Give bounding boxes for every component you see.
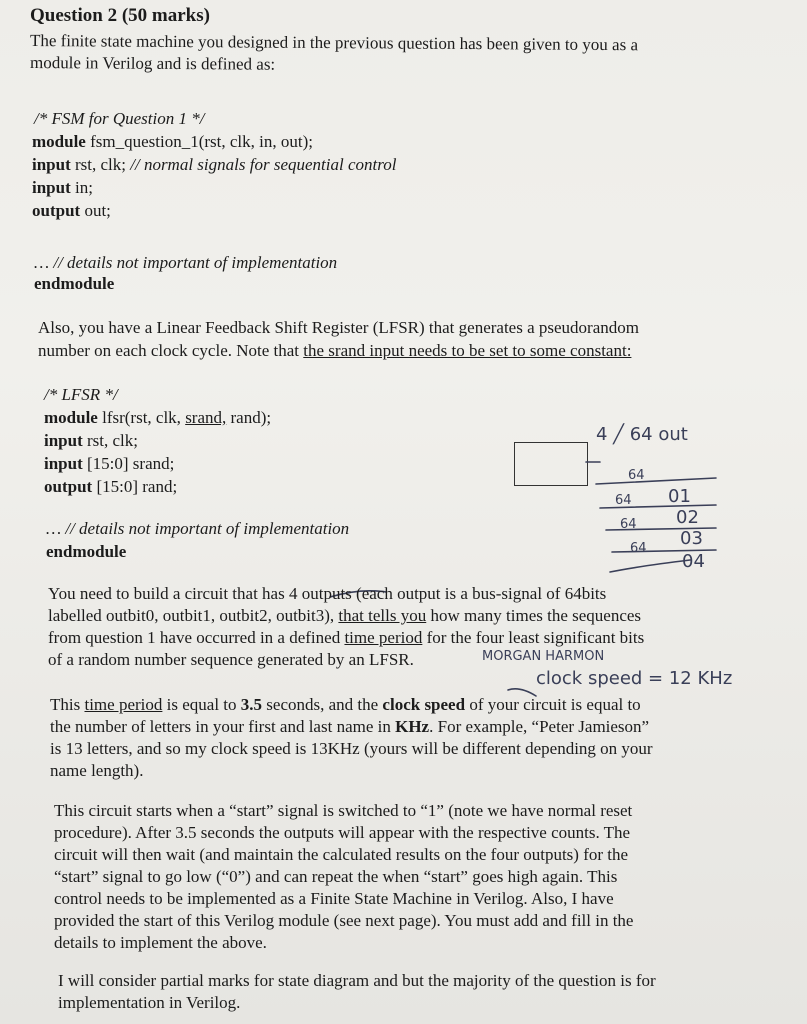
strike-line-3 — [606, 528, 716, 530]
lfsr-output-keyword: output — [44, 477, 93, 496]
p1-l2-text-c: how many times the sequences — [426, 606, 642, 625]
lfsr-input-signals-1: rst, clk; — [82, 431, 138, 450]
p1-l3-text-c: for the four least significant bits — [422, 628, 645, 647]
fsm-module-signature: fsm_question_1(rst, clk, in, out); — [85, 132, 313, 151]
intro-line-2: module in Verilog and is defined as: — [29, 53, 276, 74]
fsm-output-keyword: output — [32, 201, 81, 220]
lfsr-intro-underlined: the srand input needs to be set to some constant: — [303, 341, 632, 360]
p2-l1-text-a: This — [50, 695, 85, 714]
p1-l3-time-period: time period — [344, 628, 423, 647]
p2-l1-clock-speed: clock speed — [382, 695, 466, 714]
hand-note-64-1: 64 — [628, 468, 645, 483]
strike-line-2 — [600, 505, 716, 508]
paragraph1-line-2 — [48, 605, 641, 627]
lfsr-input-keyword-1: input — [44, 431, 83, 450]
lfsr-intro-line-1: Also, you have a Linear Feedback Shift Register (LFSR) that generates a pseudorandom — [38, 318, 639, 337]
fsm-comment: /* FSM for Question 1 */ — [34, 109, 205, 128]
lfsr-module-signature-a: lfsr(rst, clk, — [97, 408, 186, 427]
lfsr-details-comment: … // details not important of implementation — [46, 519, 350, 538]
hand-note-04: 04 — [682, 551, 705, 572]
lfsr-module-signature-c: rand); — [226, 408, 272, 427]
hand-note-out: 4 ╱ 64 out — [596, 424, 688, 445]
lfsr-input-keyword-2: input — [44, 454, 83, 473]
hand-note-64-3: 64 — [620, 517, 637, 532]
paragraph3-line-3: circuit will then wait (and maintain the calculated results on the four outputs) for the — [54, 845, 629, 864]
paragraph3-line-7: details to implement the above. — [54, 933, 267, 952]
hand-note-02: 02 — [676, 507, 699, 528]
fsm-endmodule: endmodule — [34, 274, 115, 293]
paragraph1-line-4: of a random number sequence generated by an LFSR. — [48, 650, 414, 669]
intro-line-1: The finite state machine you designed in the previous question has been given to you as a — [29, 31, 639, 55]
strike-line-5 — [610, 560, 690, 572]
p1-l1-text-c: (each output is a bus-signal of 64bits — [351, 584, 607, 603]
lfsr-intro-text: number on each clock cycle. Note that — [38, 341, 304, 360]
paragraph1-line-3 — [48, 627, 644, 649]
strike-line-1 — [596, 478, 716, 484]
p2-l2-text-a: the number of letters in your first and last name in — [50, 717, 396, 736]
fsm-input-signals-2: in; — [70, 178, 93, 197]
fsm-details-comment: … // details not important of implementation — [34, 253, 338, 272]
fsm-input-comment: // normal signals for sequential control — [130, 155, 397, 174]
hand-note-03: 03 — [680, 528, 703, 549]
paragraph3-line-2: procedure). After 3.5 seconds the outputs will appear with the respective counts. The — [54, 823, 631, 842]
lfsr-input-signals-2: [15:0] srand; — [82, 454, 175, 473]
paragraph4-line-2: implementation in Verilog. — [58, 993, 241, 1012]
lfsr-module-srand: srand, — [185, 408, 227, 427]
paragraph3-line-5: control needs to be implemented as a Finite State Machine in Verilog. Also, I have — [54, 889, 614, 908]
paragraph3-line-1: This circuit starts when a “start” signal is switched to “1” (note we have normal reset — [54, 801, 633, 820]
lfsr-output-signals: [15:0] rand; — [92, 477, 178, 496]
p2-l1-text-g: of your circuit is equal to — [465, 695, 641, 714]
lfsr-endmodule: endmodule — [46, 542, 127, 561]
p2-l1-time-period: time period — [84, 695, 163, 714]
hand-note-clock-speed: clock speed = 12 KHz — [536, 668, 733, 689]
p2-l1-seconds: 3.5 — [240, 695, 263, 714]
paragraph1-line-1 — [48, 583, 606, 605]
p2-l2-khz: KHz — [395, 717, 430, 736]
p2-l2-text-c: . For example, “Peter Jamieson” — [429, 717, 650, 736]
hand-note-name: MORGAN HARMON — [482, 649, 605, 664]
paragraph2-line-3: is 13 letters, and so my clock speed is 13KHz (yours will be different depending on your — [50, 739, 653, 758]
paragraph2-line-1 — [50, 694, 641, 716]
fsm-module-keyword: module — [32, 132, 86, 151]
paragraph3-line-4: “start” signal to go low (“0”) and can repeat the when “start” goes high again. This — [54, 867, 618, 886]
paragraph2-line-4: name length). — [50, 761, 144, 780]
p2-l1-text-c: is equal to — [162, 695, 241, 714]
paragraph3-line-6: provided the start of this Verilog module (see next page). You must add and fill in the — [54, 911, 634, 930]
fsm-output-signals: out; — [80, 201, 111, 220]
p1-l3-text-a: from question 1 have occurred in a defined — [48, 628, 345, 647]
paragraph2-line-2 — [50, 716, 649, 738]
p1-l1-text-a: You need to build a circuit that has — [48, 584, 289, 603]
hand-note-64-4: 64 — [630, 541, 647, 556]
fsm-input-signals-1: rst, clk; — [70, 155, 131, 174]
p1-l1-four-outputs: 4 outputs — [288, 584, 352, 603]
p2-l1-text-e: seconds, and the — [262, 695, 383, 714]
strike-line-4 — [612, 550, 716, 552]
hand-note-64-2: 64 — [615, 493, 632, 508]
p1-l2-text-a: labelled outbit0, outbit1, outbit2, outbit3), — [48, 606, 339, 625]
fsm-input-keyword-2: input — [32, 178, 71, 197]
paragraph4-line-1: I will consider partial marks for state diagram and but the majority of the question is for — [58, 971, 656, 990]
question-title: Question 2 (50 marks) — [30, 5, 210, 26]
hand-note-01: 01 — [668, 486, 691, 507]
p1-l2-underlined: that tells you — [338, 606, 427, 625]
fsm-input-keyword-1: input — [32, 155, 71, 174]
lfsr-module-keyword: module — [44, 408, 98, 427]
lfsr-comment: /* LFSR */ — [44, 385, 118, 404]
